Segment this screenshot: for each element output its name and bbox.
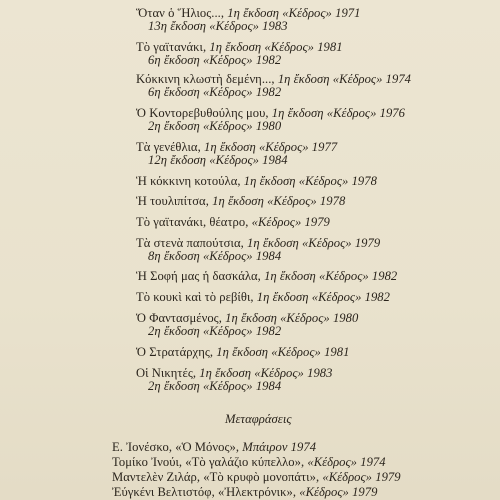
work-title-line: Τὸ γαϊτανάκι, 1η ἔκδοση «Κέδρος» 1981: [136, 40, 343, 54]
translation-line: Τομίκο Ἰνούι, «Τὸ γαλάζιο κύπελλο», «Κέδρος» 1974: [112, 455, 386, 469]
work-title-line: Ἡ τουλιπίτσα, 1η ἔκδοση «Κέδρος» 1978: [136, 194, 346, 208]
work-title-line: Οἱ Νικητές, 1η ἔκδοση «Κέδρος» 1983: [136, 366, 333, 380]
work-edition-line: 2η ἔκδοση «Κέδρος» 1982: [148, 324, 282, 338]
section-heading: Μεταφράσεις: [225, 412, 292, 426]
work-title-line: Κόκκινη κλωστὴ δεμένη..., 1η ἔκδοση «Κέδρος» 1974: [136, 72, 412, 86]
work-edition-line: 6η ἔκδοση «Κέδρος» 1982: [148, 85, 282, 99]
work-edition-line: 13η ἔκδοση «Κέδρος» 1983: [148, 19, 288, 33]
work-title-line: Ὁ Στρατάρχης, 1η ἔκδοση «Κέδρος» 1981: [136, 345, 350, 359]
work-title-line: Ὁ Κοντορεβυθούλης μου, 1η ἔκδοση «Κέδρος» 1976: [136, 106, 406, 120]
work-edition-line: 6η ἔκδοση «Κέδρος» 1982: [148, 53, 282, 67]
work-title-line: Τὰ στενὰ παπούτσια, 1η ἔκδοση «Κέδρος» 1979: [136, 236, 381, 250]
work-title-line: Τὸ γαϊτανάκι, θέατρο, «Κέδρος» 1979: [136, 215, 330, 229]
work-title-line: Ὁ Φαντασμένος, 1η ἔκδοση «Κέδρος» 1980: [136, 311, 359, 325]
work-edition-line: 2η ἔκδοση «Κέδρος» 1980: [148, 119, 282, 133]
work-title-line: Τὸ κουκὶ καὶ τὸ ρεβίθι, 1η ἔκδοση «Κέδρος» 1982: [136, 290, 391, 304]
work-edition-line: 8η ἔκδοση «Κέδρος» 1984: [148, 249, 282, 263]
work-title-line: Ὅταν ὁ Ἥλιος..., 1η ἔκδοση «Κέδρος» 1971: [136, 6, 361, 20]
work-title-line: Ἡ κόκκινη κοτούλα, 1η ἔκδοση «Κέδρος» 1978: [136, 174, 377, 188]
work-title-line: Τὰ γενέθλια, 1η ἔκδοση «Κέδρος» 1977: [136, 140, 338, 154]
work-edition-line: 2η ἔκδοση «Κέδρος» 1984: [148, 379, 282, 393]
translation-line: Ε. Ἰονέσκο, «Ὁ Μόνος», Μπάιρον 1974: [112, 440, 317, 454]
translation-line: Μαντελὲν Ζιλάρ, «Τὸ κρυφὸ μονοπάτι», «Κέδρος» 1979: [112, 470, 401, 484]
work-edition-line: 12η ἔκδοση «Κέδρος» 1984: [148, 153, 288, 167]
work-title-line: Ἡ Σοφή μας ἡ δασκάλα, 1η ἔκδοση «Κέδρος» 1982: [136, 269, 398, 283]
translation-line: Ἐύγκένι Βελτιστόφ, «Ἠλεκτρόνικ», «Κέδρος» 1979: [112, 485, 378, 499]
